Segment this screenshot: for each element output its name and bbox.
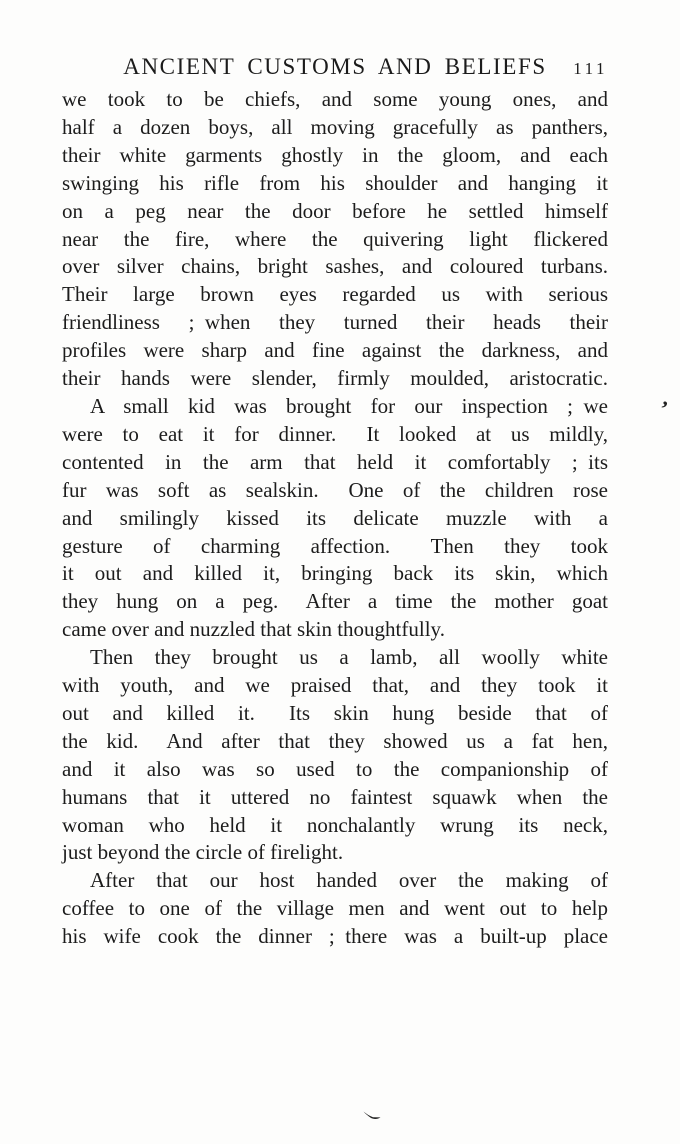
paragraph-4 <box>62 867 608 951</box>
text-line: out and killed it. Its skin hung beside that of <box>62 700 608 725</box>
text-line: woman who held it nonchalantly wrung its neck, <box>62 812 608 837</box>
text-line: friendliness ; when they turned their heads their <box>62 310 608 335</box>
text-line: fur was soft as sealskin. One of the children rose <box>62 477 608 502</box>
text-line: half a dozen boys, all moving gracefully as panthers, <box>62 114 608 139</box>
text-line: Then they brought us a lamb, all woolly white <box>90 645 608 670</box>
text-line: and smilingly kissed its delicate muzzle with a <box>62 505 608 530</box>
paragraph-3 <box>62 644 608 867</box>
bottom-ink-smudge-icon <box>363 1110 383 1122</box>
text-line: Their large brown eyes regarded us with serious <box>62 282 608 307</box>
text-line: we took to be chiefs, and some young ones, and <box>62 87 608 111</box>
text-line: After that our host handed over the making of <box>90 868 608 893</box>
text-line: came over and nuzzled that skin thoughtfully. <box>62 617 445 642</box>
text-line: profiles were sharp and fine against the darkness, and <box>62 338 608 363</box>
text-line: his wife cook the dinner ; there was a built-up place <box>62 924 608 949</box>
paragraph-1 <box>62 86 608 393</box>
text-line: just beyond the circle of firelight. <box>62 840 344 865</box>
text-line: humans that it uttered no faintest squawk when the <box>62 784 608 809</box>
text-line: the kid. And after that they showed us a fat hen, <box>62 728 608 753</box>
text-line: they hung on a peg. After a time the mother goat <box>62 589 608 614</box>
text-line: near the fire, where the quivering light flickered <box>62 226 608 251</box>
paragraph-2 <box>62 393 608 644</box>
text-line: on a peg near the door before he settled himself <box>62 198 608 223</box>
text-block <box>62 86 608 951</box>
text-line: it out and killed it, bringing back its skin, which <box>62 561 608 586</box>
text-line: with youth, and we praised that, and they took it <box>62 673 608 698</box>
text-line: their white garments ghostly in the gloom, and each <box>62 142 608 167</box>
margin-ink-mark-icon: ’ <box>657 395 671 422</box>
text-line: over silver chains, bright sashes, and coloured turbans. <box>62 254 608 279</box>
page-number: 111 <box>573 59 608 78</box>
text-line: their hands were slender, firmly moulded, aristocratic. <box>62 366 608 391</box>
text-line: A small kid was brought for our inspection ; we <box>90 393 608 418</box>
text-line: swinging his rifle from his shoulder and hanging it <box>62 170 608 195</box>
text-line: were to eat it for dinner. It looked at us mildly, <box>62 421 608 446</box>
text-line: contented in the arm that held it comfortably ; its <box>62 449 608 474</box>
text-line: gesture of charming affection. Then they took <box>62 533 608 558</box>
text-line: and it also was so used to the companionship of <box>62 756 608 781</box>
running-head <box>62 54 608 82</box>
running-head-title: ANCIENT CUSTOMS AND BELIEFS <box>123 54 547 79</box>
text-line: coffee to one of the village men and went out to help <box>62 896 608 921</box>
